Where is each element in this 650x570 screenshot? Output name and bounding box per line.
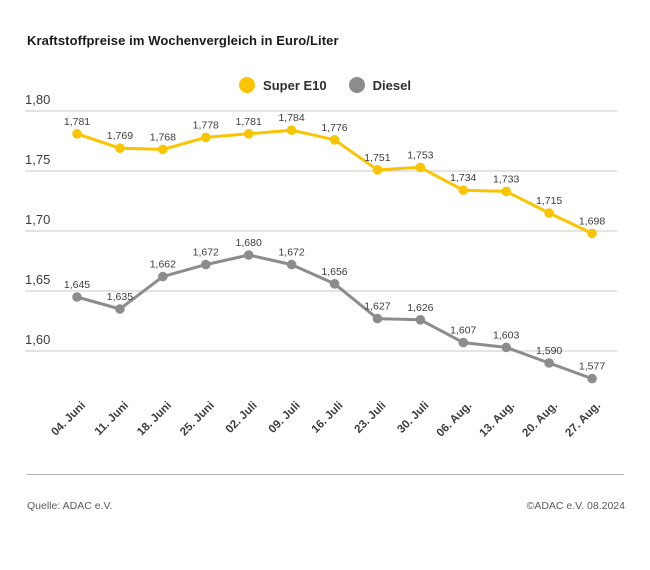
data-point: [373, 165, 383, 175]
y-tick-label: 1,75: [25, 152, 51, 167]
data-point: [587, 229, 597, 239]
y-axis-labels: [25, 92, 50, 347]
data-point: [330, 135, 340, 145]
y-tick-label: 1,70: [25, 212, 51, 227]
series-diesel: [64, 237, 605, 383]
x-tick-label: 09. Juli: [266, 399, 303, 436]
legend-label-diesel: Diesel: [372, 77, 411, 93]
data-point-label: 1,627: [364, 300, 391, 313]
x-tick-label: 30. Juli: [395, 399, 432, 436]
data-point-label: 1,680: [235, 237, 262, 249]
x-tick-label: 06. Aug.: [434, 399, 475, 440]
data-point-label: 1,778: [192, 119, 219, 132]
data-point-label: 1,784: [278, 112, 305, 125]
x-tick-label: 11. Juni: [92, 399, 132, 438]
data-point-label: 1,753: [407, 149, 434, 162]
data-point-label: 1,635: [106, 291, 134, 303]
data-point-label: 1,781: [63, 115, 91, 128]
data-point-label: 1,672: [192, 246, 219, 259]
y-tick-label: 1,65: [25, 272, 51, 287]
data-point: [416, 315, 426, 325]
x-axis-labels: [49, 400, 603, 440]
data-point-label: 1,626: [407, 301, 434, 314]
x-tick-label: 13. Aug.: [477, 399, 518, 440]
x-tick-label: 27. Aug.: [563, 399, 604, 440]
data-point: [72, 292, 82, 302]
data-point-label: 1,662: [149, 258, 176, 271]
data-point: [244, 129, 254, 139]
data-point: [458, 185, 468, 195]
data-point: [287, 125, 297, 135]
data-point: [458, 338, 468, 348]
data-point-label: 1,698: [578, 215, 606, 228]
copyright-note: ©ADAC e.V. 08.2024: [526, 500, 625, 512]
data-point: [501, 187, 511, 197]
data-point-label: 1,577: [578, 360, 606, 373]
data-point-label: 1,781: [235, 115, 262, 128]
data-point: [158, 145, 168, 155]
data-point: [544, 358, 554, 368]
data-point-label: 1,590: [535, 345, 563, 357]
chart-title: Kraftstoffpreise im Wochenvergleich in Euro/Liter: [27, 33, 339, 48]
data-point-label: 1,733: [493, 173, 520, 186]
data-point: [72, 129, 82, 139]
x-tick-label: 20. Aug.: [520, 399, 561, 440]
legend-label-super-e10: Super E10: [263, 77, 327, 93]
data-point: [115, 143, 125, 153]
data-point: [201, 133, 211, 143]
x-tick-label: 18. Juni: [135, 399, 174, 439]
source-note: Quelle: ADAC e.V.: [27, 500, 113, 512]
footer-divider: [27, 474, 624, 475]
y-tick-label: 1,80: [25, 92, 51, 107]
data-point: [330, 279, 340, 289]
data-point: [158, 272, 168, 282]
data-point: [373, 314, 383, 324]
data-point-label: 1,672: [278, 246, 305, 259]
data-point: [244, 250, 254, 260]
x-tick-label: 16. Juli: [309, 399, 346, 436]
data-point: [544, 208, 554, 218]
x-tick-label: 23. Juli: [352, 399, 389, 436]
data-point: [287, 260, 297, 270]
x-tick-label: 04. Juni: [49, 399, 89, 439]
data-point: [201, 260, 211, 270]
data-point: [115, 304, 125, 314]
data-point: [501, 343, 511, 353]
data-point-label: 1,776: [321, 121, 348, 134]
data-point: [587, 374, 597, 384]
y-tick-label: 1,60: [25, 332, 51, 347]
x-tick-label: 25. Juni: [178, 399, 217, 439]
series-super-e10: [64, 112, 605, 238]
x-tick-label: 02. Juli: [223, 399, 260, 436]
data-point-label: 1,607: [450, 324, 477, 337]
data-point-label: 1,715: [535, 195, 563, 207]
data-point-label: 1,751: [364, 151, 391, 164]
data-point-label: 1,603: [493, 329, 520, 342]
data-point-label: 1,734: [450, 172, 477, 185]
data-point-label: 1,769: [106, 130, 134, 143]
data-point-label: 1,768: [149, 131, 176, 144]
data-point-label: 1,645: [63, 279, 91, 291]
data-point: [416, 163, 426, 173]
data-point-label: 1,656: [321, 265, 348, 278]
